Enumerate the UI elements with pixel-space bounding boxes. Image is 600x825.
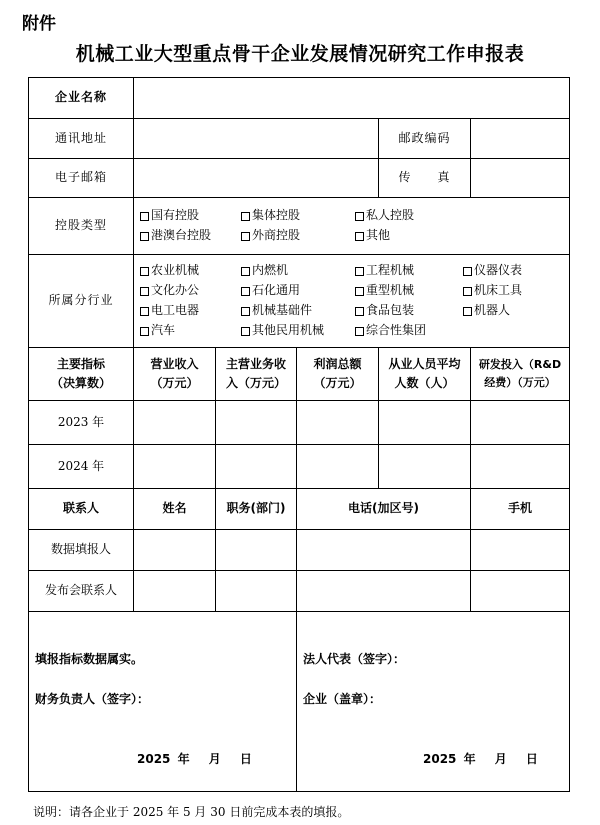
press-contact-label: 发布会联系人 (29, 571, 134, 612)
date-left: 2025 年 月 日 (137, 752, 252, 766)
checkbox-icon[interactable] (463, 267, 472, 276)
contact-cell[interactable] (216, 571, 297, 612)
checkbox-icon[interactable] (355, 267, 364, 276)
date-right: 2025 年 月 日 (423, 752, 538, 766)
holding-type-options (134, 198, 570, 255)
indicator-cell[interactable] (297, 401, 379, 445)
attachment-label: 附件 (22, 14, 56, 34)
contact-cell[interactable] (134, 571, 216, 612)
industry-option[interactable]: 机器人 (463, 301, 510, 320)
signature-right (297, 612, 570, 792)
industry-option[interactable]: 综合性集团 (355, 321, 463, 340)
checkbox-icon[interactable] (241, 287, 250, 296)
checkbox-icon[interactable] (241, 267, 250, 276)
holding-option-collective[interactable]: 集体控股 (241, 206, 355, 225)
postcode-label: 邮政编码 (379, 119, 471, 159)
contact-cell[interactable] (471, 571, 570, 612)
checkbox-icon[interactable] (241, 327, 250, 336)
email-field[interactable] (134, 159, 379, 198)
contact-cell[interactable] (216, 530, 297, 571)
address-field[interactable] (134, 119, 379, 159)
contact-cell[interactable] (471, 530, 570, 571)
checkbox-icon[interactable] (355, 327, 364, 336)
industry-option[interactable]: 汽车 (140, 321, 241, 340)
holding-type-label: 控股类型 (29, 198, 134, 255)
industry-option[interactable]: 农业机械 (140, 261, 241, 280)
holding-option-foreign[interactable]: 外商控股 (241, 226, 355, 245)
main-business-revenue-header: 主营业务收 入（万元） (216, 348, 297, 401)
holding-option-other[interactable]: 其他 (355, 226, 390, 245)
industry-option[interactable]: 机械基础件 (241, 301, 355, 320)
industry-options (134, 255, 570, 348)
checkbox-icon[interactable] (355, 212, 364, 221)
company-name-field[interactable] (134, 78, 570, 119)
fax-field[interactable] (471, 159, 570, 198)
industry-option[interactable]: 仪器仪表 (463, 261, 522, 280)
finance-officer-signature: 财务负责人（签字）： (35, 692, 150, 706)
company-seal: 企业（盖章）： (303, 692, 382, 706)
checkbox-icon[interactable] (140, 327, 149, 336)
revenue-header: 营业收入 （万元） (134, 348, 216, 401)
industry-option[interactable]: 机床工具 (463, 281, 522, 300)
checkbox-icon[interactable] (355, 307, 364, 316)
rd-investment-header: 研发投入（R&D 经费）（万元） (471, 348, 570, 401)
checkbox-icon[interactable] (140, 212, 149, 221)
indicator-cell[interactable] (134, 445, 216, 489)
industry-option[interactable]: 文化办公 (140, 281, 241, 300)
application-form-table (28, 77, 570, 792)
holding-option-state[interactable]: 国有控股 (140, 206, 241, 225)
indicator-cell[interactable] (471, 445, 570, 489)
year-2024-label: 2024 年 (29, 445, 134, 489)
industry-option[interactable]: 其他民用机械 (241, 321, 355, 340)
indicator-cell[interactable] (379, 401, 471, 445)
industry-option[interactable]: 电工电器 (140, 301, 241, 320)
contact-cell[interactable] (134, 530, 216, 571)
data-filler-label: 数据填报人 (29, 530, 134, 571)
checkbox-icon[interactable] (355, 287, 364, 296)
indicator-cell[interactable] (134, 401, 216, 445)
postcode-field[interactable] (471, 119, 570, 159)
footnote: 说明：请各企业于 2025 年 5 月 30 日前完成本表的填报。 (33, 805, 350, 819)
checkbox-icon[interactable] (241, 212, 250, 221)
form-title: 机械工业大型重点骨干企业发展情况研究工作申报表 (75, 43, 525, 65)
data-truth-statement: 填报指标数据属实。 (35, 652, 144, 666)
checkbox-icon[interactable] (463, 287, 472, 296)
checkbox-icon[interactable] (140, 307, 149, 316)
industry-option[interactable]: 食品包装 (355, 301, 463, 320)
indicator-cell[interactable] (216, 401, 297, 445)
industry-option[interactable]: 石化通用 (241, 281, 355, 300)
checkbox-icon[interactable] (463, 307, 472, 316)
indicator-cell[interactable] (379, 445, 471, 489)
industry-option[interactable]: 工程机械 (355, 261, 463, 280)
checkbox-icon[interactable] (241, 307, 250, 316)
contact-position-header: 职务(部门) (216, 489, 297, 530)
email-label: 电子邮箱 (29, 159, 134, 198)
checkbox-icon[interactable] (355, 232, 364, 241)
indicator-cell[interactable] (471, 401, 570, 445)
contact-name-header: 姓名 (134, 489, 216, 530)
checkbox-icon[interactable] (140, 287, 149, 296)
contact-phone-header: 电话(加区号) (297, 489, 471, 530)
industry-option[interactable]: 内燃机 (241, 261, 355, 280)
avg-employees-header: 从业人员平均 人数（人） (379, 348, 471, 401)
indicators-label: 主要指标 （决算数） (29, 348, 134, 401)
holding-option-hkmotw[interactable]: 港澳台控股 (140, 226, 241, 245)
contact-cell[interactable] (297, 571, 471, 612)
company-name-label: 企业名称 (29, 78, 134, 119)
address-label: 通讯地址 (29, 119, 134, 159)
holding-option-private[interactable]: 私人控股 (355, 206, 414, 225)
checkbox-icon[interactable] (140, 267, 149, 276)
contact-cell[interactable] (297, 530, 471, 571)
indicator-cell[interactable] (216, 445, 297, 489)
contact-mobile-header: 手机 (471, 489, 570, 530)
checkbox-icon[interactable] (241, 232, 250, 241)
year-2023-label: 2023 年 (29, 401, 134, 445)
checkbox-icon[interactable] (140, 232, 149, 241)
indicator-cell[interactable] (297, 445, 379, 489)
contacts-label: 联系人 (29, 489, 134, 530)
industry-option[interactable]: 重型机械 (355, 281, 463, 300)
industry-label: 所属分行业 (29, 255, 134, 348)
legal-rep-signature: 法人代表（签字）： (303, 652, 406, 666)
total-profit-header: 利润总额 （万元） (297, 348, 379, 401)
fax-label: 传 真 (379, 159, 471, 198)
signature-left (29, 612, 297, 792)
